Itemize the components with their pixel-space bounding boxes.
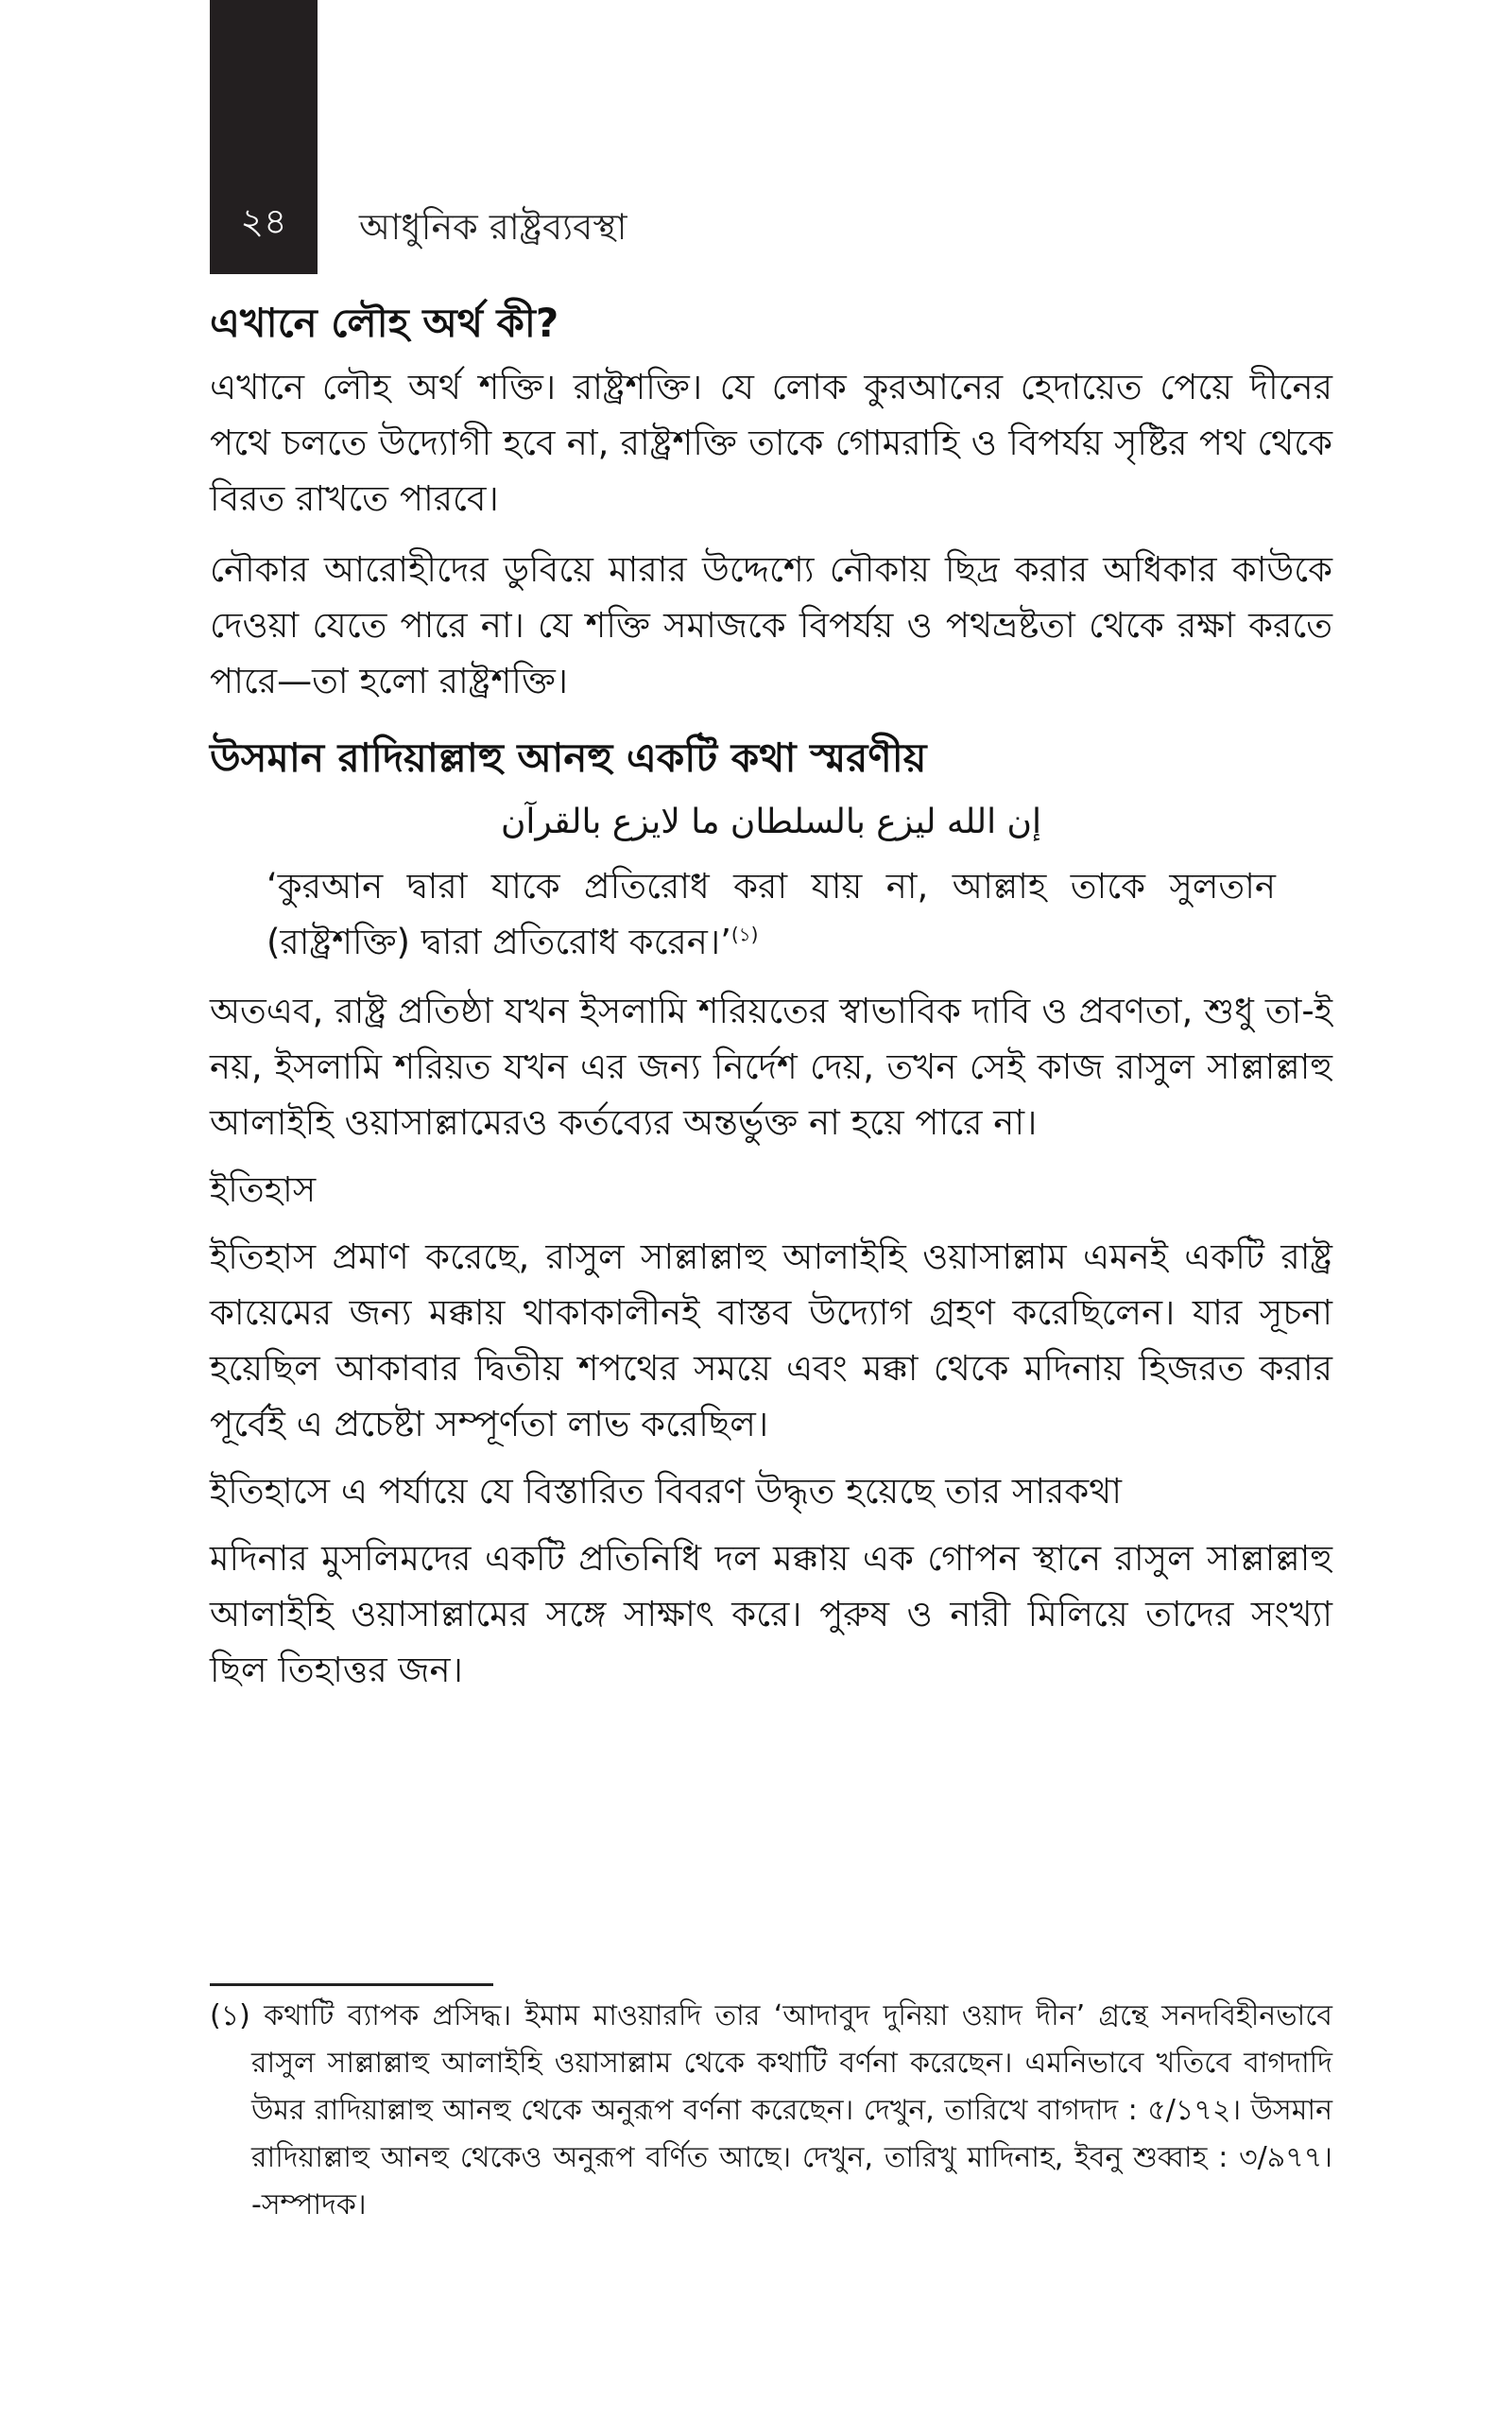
paragraph: অতএব, রাষ্ট্র প্রতিষ্ঠা যখন ইসলামি শরিয়তের স্বাভাবিক দাবি ও প্রবণতা, শুধু তা-ই নয়, ইসলামি শরিয়ত যখন এর জন্য নির্দেশ দেয়, তখন সেই কাজ রাসুল সাল্লাল্লাহু আলাইহি ওয়াসাল্লামেরও কর্তব্যের অন্তর্ভুক্ত না হয়ে পারে না। bbox=[210, 991, 1332, 1143]
paragraph: এখানে লৌহ অর্থ শক্তি। রাষ্ট্রশক্তি। যে লোক কুরআনের হেদায়েত পেয়ে দীনের পথে চলতে উদ্যোগী হবে না, রাষ্ট্রশক্তি তাকে গোমরাহি ও বিপর্যয় সৃষ্টির পথ থেকে বিরত রাখতে পারবে। bbox=[210, 367, 1332, 519]
paragraph: মদিনার মুসলিমদের একটি প্রতিনিধি দল মক্কায় এক গোপন স্থানে রাসুল সাল্লাল্লাহু আলাইহি ওয়াসাল্লামের সঙ্গে সাক্ষাৎ করে। পুরুষ ও নারী মিলিয়ে তাদের সংখ্যা ছিল তিহাত্তর জন। bbox=[210, 1538, 1332, 1690]
subheading-summary: ইতিহাসে এ পর্যায়ে যে বিস্তারিত বিবরণ উদ্ধৃত হয়েছে তার সারকথা bbox=[210, 1471, 1122, 1512]
running-title: আধুনিক রাষ্ট্রব্যবস্থা bbox=[359, 206, 627, 248]
arabic-quote: إن الله ليزع بالسلطان ما لايزع بالقرآن bbox=[500, 803, 1041, 841]
quote-text: ‘কুরআন দ্বারা যাকে প্রতিরোধ করা যায় না, আল্লাহ তাকে সুলতান (রাষ্ট্রশক্তি) দ্বারা প্রতিরোধ করেন।’ bbox=[266, 866, 1276, 962]
page-number: ২৪ bbox=[240, 200, 287, 242]
subheading-history: ইতিহাস bbox=[210, 1169, 317, 1210]
footnote bbox=[210, 1993, 1332, 2229]
paragraph: ইতিহাস প্রমাণ করেছে, রাসুল সাল্লাল্লাহু আলাইহি ওয়াসাল্লাম এমনই একটি রাষ্ট্র কায়েমের জন্য মক্কায় থাকাকালীনই বাস্তব উদ্যোগ গ্রহণ করেছিলেন। যার সূচনা হয়েছিল আকাবার দ্বিতীয় শপথের সময়ে এবং মক্কা থেকে মদিনায় হিজরত করার পূর্বেই এ প্রচেষ্টা সম্পূর্ণতা লাভ করেছিল। bbox=[210, 1236, 1332, 1444]
page-body bbox=[210, 293, 1332, 1698]
section-heading-iron: এখানে লৌহ অর্থ কী? bbox=[210, 300, 559, 346]
block-quote bbox=[266, 858, 1276, 970]
footnote-divider bbox=[210, 1983, 493, 1986]
paragraph: নৌকার আরোহীদের ডুবিয়ে মারার উদ্দেশ্যে নৌকায় ছিদ্র করার অধিকার কাউকে দেওয়া যেতে পারে না। যে শক্তি সমাজকে বিপর্যয় ও পথভ্রষ্টতা থেকে রক্ষা করতে পারে—তা হলো রাষ্ট্রশক্তি। bbox=[210, 549, 1332, 701]
footnote-text: (১) কথাটি ব্যাপক প্রসিদ্ধ। ইমাম মাওয়ারদি তার ‘আদাবুদ দুনিয়া ওয়াদ দীন’ গ্রন্থে সনদবিহীনভাবে রাসুল সাল্লাল্লাহু আলাইহি ওয়াসাল্লাম থেকে কথাটি বর্ণনা করেছেন। এমনিভাবে খতিবে বাগদাদি উমর রাদিয়াল্লাহু আনহু থেকে অনুরূপ বর্ণনা করেছেন। দেখুন, তারিখে বাগদাদ : ৫/১৭২। উসমান রাদিয়াল্লাহু আনহু থেকেও অনুরূপ বর্ণিত আছে। দেখুন, তারিখু মাদিনাহ, ইবনু শুব্বাহ : ৩/৯৭৭। -সম্পাদক। bbox=[210, 1999, 1332, 2221]
footnote-reference: (১) bbox=[730, 923, 759, 946]
section-heading-uthman: উসমান রাদিয়াল্লাহু আনহু একটি কথা স্মরণীয় bbox=[210, 735, 927, 781]
